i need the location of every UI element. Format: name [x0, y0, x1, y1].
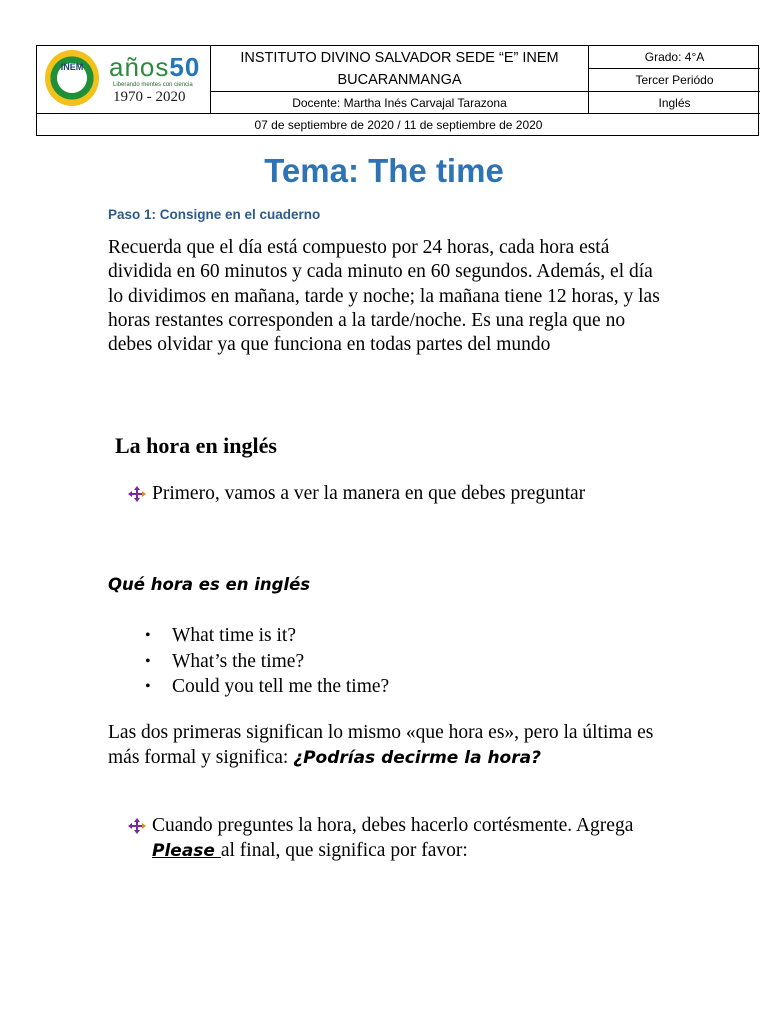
- arrow-list-item: [128, 814, 648, 863]
- list-item: • What time is it?: [145, 623, 389, 649]
- question-list: [145, 623, 389, 700]
- intro-paragraph: Recuerda que el día está compuesto por 24 horas, cada hora está dividida en 60 minutos y cada minuto en 60 segundos. Además, el día lo dividimos en mañana, tarde y noche; la mañana tiene 12 horas, y las horas restantes corresponden a la tarde/noche. Es una regla que no debes olvidar ya que funciona en todas partes del mundo: [108, 237, 660, 356]
- please-text-before: Cuando preguntes la hora, debes hacerlo cortésmente. Agrega: [152, 815, 634, 836]
- logo-cell: [37, 46, 211, 114]
- institution-line-2: BUCARANMANGA: [337, 71, 462, 88]
- anos-text: años: [109, 52, 170, 82]
- logo-tagline: Liberando mentes con ciencia: [113, 82, 193, 88]
- please-text-after: al final, que significa por favor:: [220, 839, 468, 861]
- page-title: Tema: The time: [264, 152, 504, 189]
- anos-number: 50: [169, 52, 201, 82]
- logo-years: 1970 - 2020: [113, 89, 186, 105]
- inem-seal-icon: [45, 50, 99, 106]
- list-item: • What’s the time?: [145, 649, 389, 675]
- four-way-arrow-icon: [128, 818, 146, 834]
- school-logo: [45, 50, 205, 110]
- arrow-item-text: [152, 814, 648, 863]
- teacher: Docente: Martha Inés Carvajal Tarazona: [211, 92, 589, 114]
- seal-text: INEM: [60, 62, 84, 72]
- header-table: [36, 45, 759, 136]
- institution-line-1: INSTITUTO DIVINO SALVADOR SEDE “E” INEM: [240, 49, 559, 66]
- question-heading: Qué hora es en inglés: [108, 575, 311, 594]
- grade: Grado: 4°A: [589, 46, 760, 69]
- subject: Inglés: [589, 92, 760, 114]
- list-item: • Could you tell me the time?: [145, 674, 389, 700]
- explanation-emphasis: ¿Podrías decirme la hora?: [293, 747, 541, 768]
- four-way-arrow-icon: [128, 486, 146, 502]
- explanation-paragraph: [108, 721, 668, 770]
- step-label: Paso 1: Consigne en el cuaderno: [108, 207, 321, 222]
- section-heading: La hora en inglés: [115, 433, 277, 458]
- explanation-text: Las dos primeras significan lo mismo «que hora es», pero la última es más formal y significa:: [108, 722, 654, 768]
- institution-name: [211, 46, 589, 92]
- anniversary-mark: [109, 52, 200, 83]
- please-keyword: Please: [152, 840, 221, 861]
- arrow-item-text: Primero, vamos a ver la manera en que debes preguntar: [152, 483, 586, 504]
- arrow-list-item: [128, 482, 648, 507]
- dates: 07 de septiembre de 2020 / 11 de septiembre de 2020: [254, 118, 543, 132]
- period: Tercer Periódo: [589, 69, 760, 92]
